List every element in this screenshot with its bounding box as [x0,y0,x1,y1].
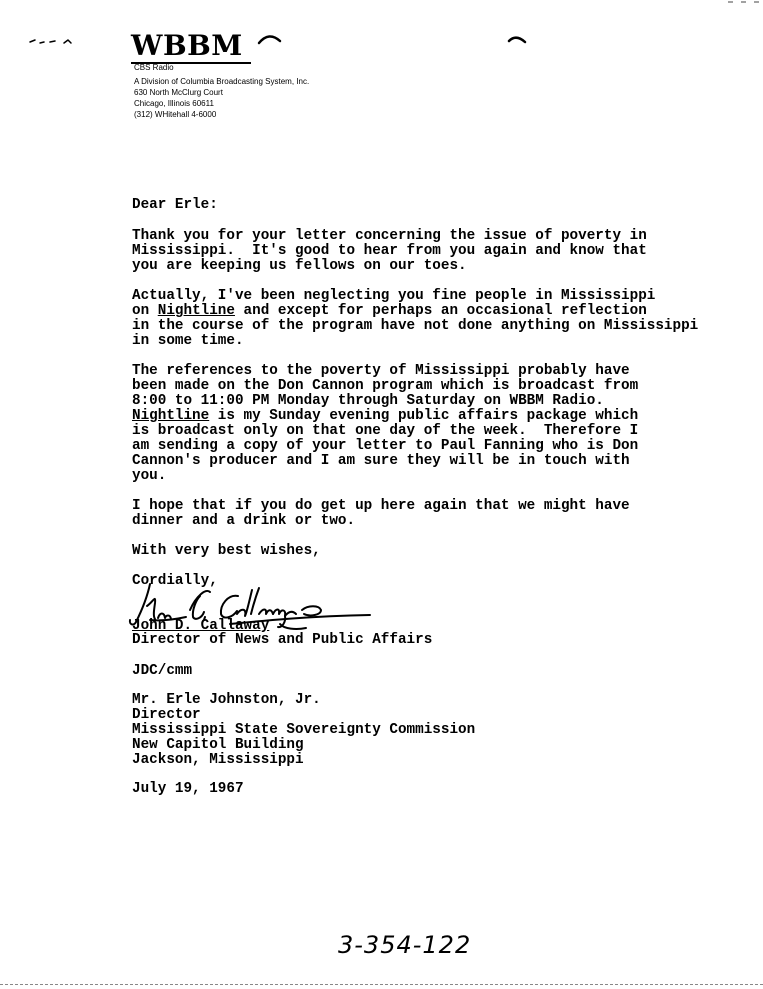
letter-line: you. [132,468,167,484]
reference-initials: JDC/cmm [132,663,193,679]
closing-wishes: With very best wishes, [132,543,321,559]
recipient-line: New Capitol Building [132,737,304,753]
letter-line: am sending a copy of your letter to Paul Fanning who is Don [132,438,639,454]
cbs-radio-label: CBS Radio [134,63,174,72]
letterhead-address-line: (312) WHitehall 4-6000 [134,110,217,119]
letter-line: dinner and a drink or two. [132,513,356,529]
letterhead-address-line: A Division of Columbia Broadcasting System, Inc. [134,77,310,86]
station-logo: WBBM [131,29,243,62]
letter-line: in the course of the program have not done anything on Mississippi [132,318,699,334]
letter-line: I hope that if you do get up here again that we might have [132,498,630,514]
letterhead-mark-left [259,36,280,43]
closing: Cordially, [132,573,218,589]
line-suffix: is my Sunday evening public affairs package which [209,408,639,424]
letter-line: been made on the Don Cannon program which is broadcast from [132,378,639,394]
letter-line: Actually, I've been neglecting you fine people in Mississippi [132,288,656,304]
program-title-nightline: Nightline [157,303,235,319]
document-number: 3-354-122 [338,931,472,959]
letter-date: July 19, 1967 [132,781,244,797]
letterhead-address-line: 630 North McClurg Court [134,88,223,97]
recipient-line: Jackson, Mississippi [132,752,304,768]
letter-line: The references to the poverty of Mississippi probably have [132,363,630,379]
program-title-nightline: Nightline [132,408,210,424]
letter-line [132,409,638,424]
salutation: Dear Erle: [132,197,218,213]
letter-line: you are keeping us fellows on our toes. [132,258,467,274]
letter-line: 8:00 to 11:00 PM Monday through Saturday on WBBM Radio. [132,393,604,409]
line-suffix: and except for perhaps an occasional reflection [234,303,647,319]
recipient-line: Director [132,707,201,723]
letterhead-mark-right [509,38,525,42]
letter-line [132,304,647,319]
letter-line: Cannon's producer and I am sure they will be in touch with [132,453,630,469]
signer-name-text: John D. Callaway [132,618,270,634]
letter-line: is broadcast only on that one day of the week. Therefore I [132,423,639,439]
letterhead-address-line: Chicago, Illinois 60611 [134,99,214,108]
signer-title: Director of News and Public Affairs [132,632,433,648]
letter-line: Thank you for your letter concerning the issue of poverty in [132,228,647,244]
top-left-scan-marks [30,40,71,43]
letter-line: Mississippi. It's good to hear from you again and know that [132,243,647,259]
letter-line: in some time. [132,333,244,349]
scan-edge-line [0,984,763,985]
recipient-line: Mississippi State Sovereignty Commission [132,722,476,738]
line-prefix: on [132,303,158,319]
recipient-line: Mr. Erle Johnston, Jr. [132,692,321,708]
